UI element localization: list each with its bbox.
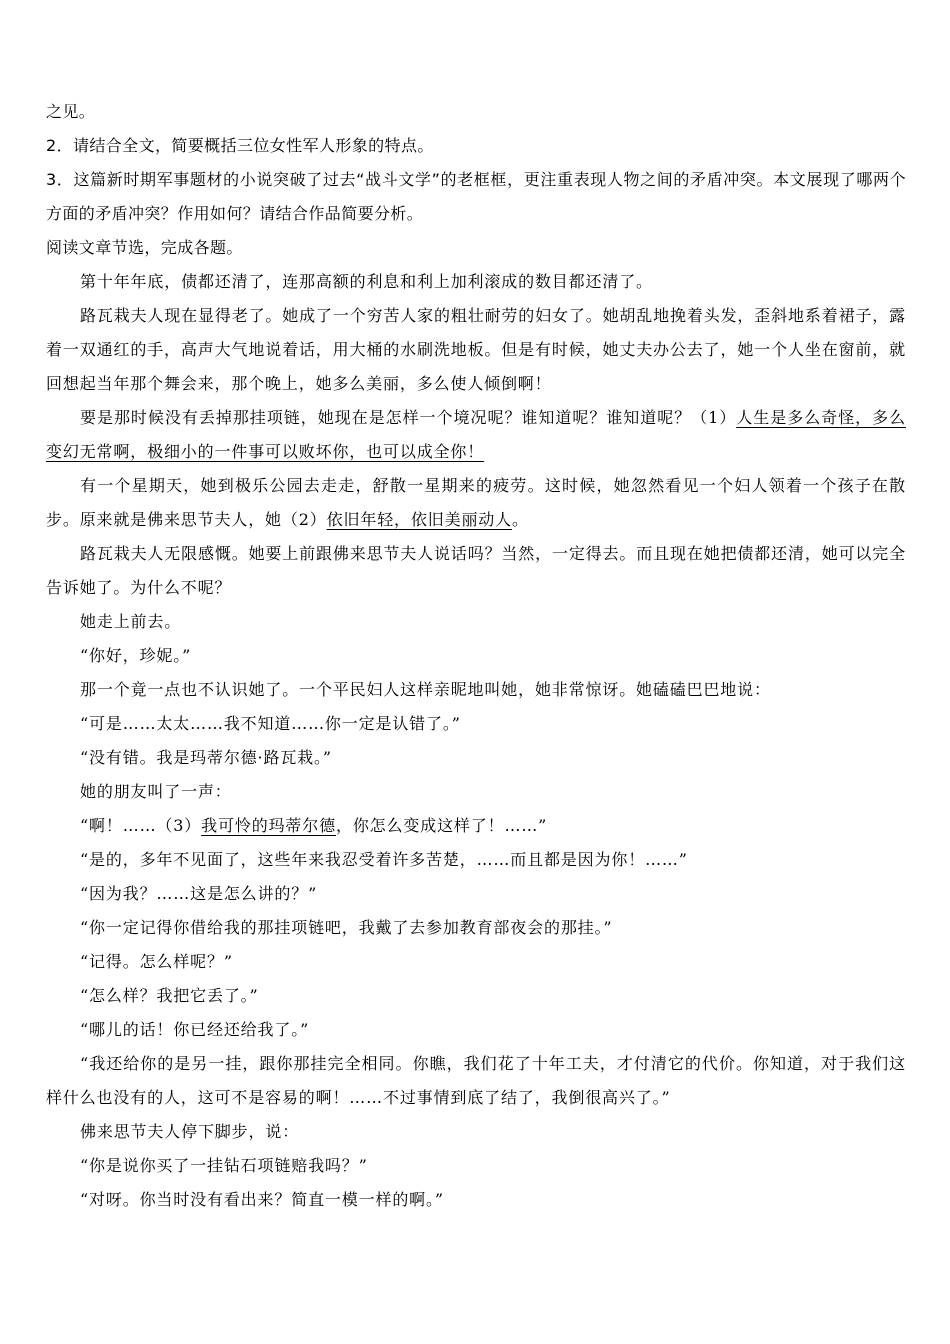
passage-paragraph: “对呀。你当时没有看出来？简直一模一样的啊。”: [80, 1190, 444, 1209]
passage-paragraph: “因为我？……这是怎么讲的？”: [80, 884, 318, 903]
question-1-tail: 之见。: [46, 102, 96, 121]
passage-paragraph: “怎么样？我把它丢了。”: [80, 986, 259, 1005]
passage-paragraph: “可是……太太……我不知道……你一定是认错了。”: [80, 714, 461, 733]
text: 。: [512, 510, 529, 529]
passage-paragraph: 她走上前去。: [80, 612, 182, 631]
underlined-sentence-2: 依旧年轻，依旧美丽动人: [326, 510, 512, 529]
passage-paragraph: “你一定记得你借给我的那挂项链吧，我戴了去参加教育部夜会的那挂。”: [80, 918, 613, 937]
passage-paragraph: 路瓦栽夫人现在显得老了。她成了一个穷苦人家的粗壮耐劳的妇女了。她胡乱地挽着头发，歪斜地系着裙子，露着一双通红的手，高声大气地说着话，用大桶的水刷洗地板。但是有时候，她丈夫办公去了，她一个人坐在窗前，就回想起当年那个舞会来，那个晚上，她多么美丽，多么使人倾倒啊！: [46, 306, 906, 393]
underlined-sentence-1: 人生是多么奇怪，多么变幻无常啊，极细小的一件事可以败坏你，也可以成全你！: [46, 408, 906, 461]
passage-paragraph: “记得。怎么样呢？”: [80, 952, 233, 971]
passage-paragraph: “你是说你买了一挂钻石项链赔我吗？”: [80, 1156, 368, 1175]
passage-paragraph: “哪儿的话！你已经还给我了。”: [80, 1020, 310, 1039]
question-2: 2．请结合全文，简要概括三位女性军人形象的特点。: [46, 136, 434, 155]
passage-paragraph: “没有错。我是玛蒂尔德·路瓦栽。”: [80, 748, 332, 767]
text: 有一个星期天，她到极乐公园去走走，舒散一星期来的疲劳。这时候，她忽然看见一个妇人领着一个孩子在散步。原来就是佛来思节夫人，她（2）: [46, 476, 906, 529]
passage-paragraph: 路瓦栽夫人无限感慨。她要上前跟佛来思节夫人说话吗？当然，一定得去。而且现在她把债都还清，她可以完全告诉她了。为什么不呢？: [46, 544, 906, 597]
passage-paragraph: “你好，珍妮。”: [80, 646, 192, 665]
document-page: [46, 95, 906, 1217]
reading-instruction: 阅读文章节选，完成各题。: [46, 238, 243, 257]
underlined-phrase-3: 我可怜的玛蒂尔德: [201, 816, 336, 835]
passage-paragraph: “我还给你的是另一挂，跟你那挂完全相同。你瞧，我们花了十年工夫，才付清它的代价。你知道，对于我们这样什么也没有的人，这可不是容易的啊！……不过事情到底了结了，我倒很高兴了。”: [46, 1054, 906, 1107]
text: “啊！……（3）: [80, 816, 202, 835]
passage-paragraph: 那一个竟一点也不认识她了。一个平民妇人这样亲昵地叫她，她非常惊讶。她磕磕巴巴地说：: [80, 680, 771, 699]
passage-paragraph: [46, 469, 906, 537]
passage-paragraph: [46, 401, 906, 469]
passage-paragraph: 佛来思节夫人停下脚步，说：: [80, 1122, 300, 1141]
text: ，你怎么变成这样了！……”: [335, 816, 548, 835]
passage-paragraph: 第十年年底，债都还清了，连那高额的利息和利上加利滚成的数目都还清了。: [80, 272, 653, 291]
passage-paragraph: “是的，多年不见面了，这些年来我忍受着许多苦楚，……而且都是因为你！……”: [80, 850, 688, 869]
passage-paragraph: [46, 809, 906, 843]
question-3: 3．这篇新时期军事题材的小说突破了过去“战斗文学”的老框框，更注重表现人物之间的矛盾冲突。本文展现了哪两个方面的矛盾冲突？作用如何？请结合作品简要分析。: [46, 170, 906, 223]
text: 要是那时候没有丢掉那挂项链，她现在是怎样一个境况呢？谁知道呢？谁知道呢？（1）: [80, 408, 737, 427]
passage-paragraph: 她的朋友叫了一声：: [80, 782, 232, 801]
